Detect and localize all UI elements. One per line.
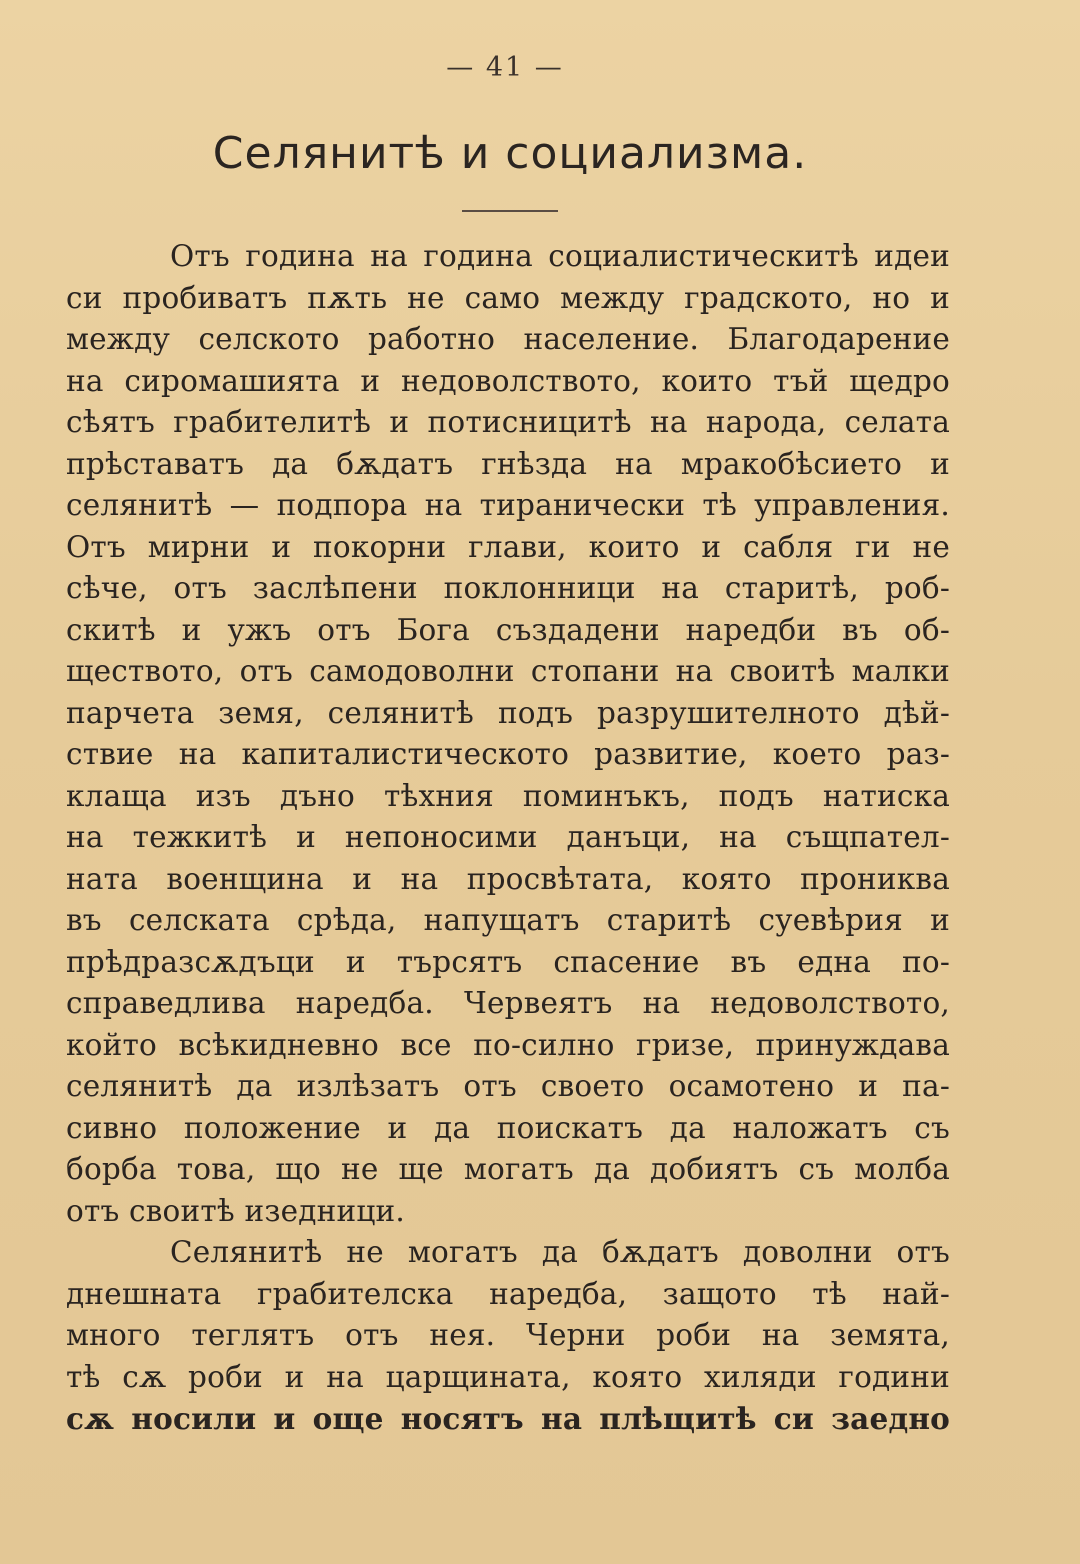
text-line: селянитѣ да излѣзатъ отъ своето осамотено и па-: [66, 1069, 950, 1103]
chapter-title: Селянитѣ и социализма.: [212, 128, 808, 179]
title-divider: [462, 210, 558, 212]
text-line: между селското работно население. Благодарение: [66, 322, 950, 356]
body-text: [66, 236, 950, 1440]
text-line: който всѣкидневно все по-силно гризе, принуждава: [66, 1027, 950, 1062]
text-line: скитѣ и ужъ отъ Бога създадени наредби въ об-: [66, 612, 950, 647]
text-line: сѣче, отъ заслѣпени поклонници на старитѣ, роб-: [66, 571, 950, 605]
text-line: прѣдразсѫдъци и търсятъ спасение въ една по-: [66, 944, 950, 979]
text-line: тѣ сѫ роби и на царщината, която хиляди години: [66, 1359, 950, 1394]
text-line: прѣставатъ да бѫдатъ гнѣзда на мракобѣсието и: [66, 446, 950, 481]
text-line: си пробиватъ пѫть не само между градското, но и: [66, 280, 950, 315]
text-line: сѫ носили и още носятъ на плѣщитѣ си заедно: [66, 1401, 950, 1436]
text-line: сѣятъ грабителитѣ и потисницитѣ на народа, селата: [66, 405, 950, 439]
text-line: на тежкитѣ и непоносими данъци, на същпател-: [66, 820, 950, 854]
text-line: справедлива наредба. Червеятъ на недоволството,: [66, 986, 950, 1020]
text-line: много теглятъ отъ нея. Черни роби на земята,: [66, 1318, 950, 1352]
text-line: борба това, що не ще могатъ да добиятъ съ молба: [66, 1152, 950, 1186]
text-line: сивно положение и да поискатъ да наложатъ съ: [66, 1110, 950, 1145]
text-line: ната военщина и на просвѣтата, която прониква: [66, 861, 950, 896]
text-line: парчета земя, селянитѣ подъ разрушителното дѣй-: [66, 695, 950, 730]
text-line: днешната грабителска наредба, защото тѣ най-: [66, 1276, 950, 1311]
text-line: въ селската срѣда, напущатъ старитѣ суевѣрия и: [66, 903, 950, 937]
text-line: ствие на капиталистическото развитие, което раз-: [66, 737, 950, 771]
text-line: Отъ мирни и покорни глави, които и сабля ги не: [66, 529, 950, 564]
text-line: клаща изъ дъно тѣхния поминъкъ, подъ натиска: [66, 778, 950, 813]
page-number: — 41 —: [446, 52, 564, 83]
text-line: Селянитѣ не могатъ да бѫдатъ доволни отъ: [170, 1235, 950, 1269]
text-line: Отъ година на година социалистическитѣ идеи: [170, 239, 950, 273]
text-line: селянитѣ — подпора на тиранически тѣ управления.: [66, 488, 950, 522]
text-line: на сиромашията и недоволството, които тъй щедро: [66, 363, 950, 398]
text-line: отъ своитѣ изедници.: [66, 1193, 405, 1228]
text-line: ществото, отъ самодоволни стопани на своитѣ малки: [66, 654, 950, 688]
